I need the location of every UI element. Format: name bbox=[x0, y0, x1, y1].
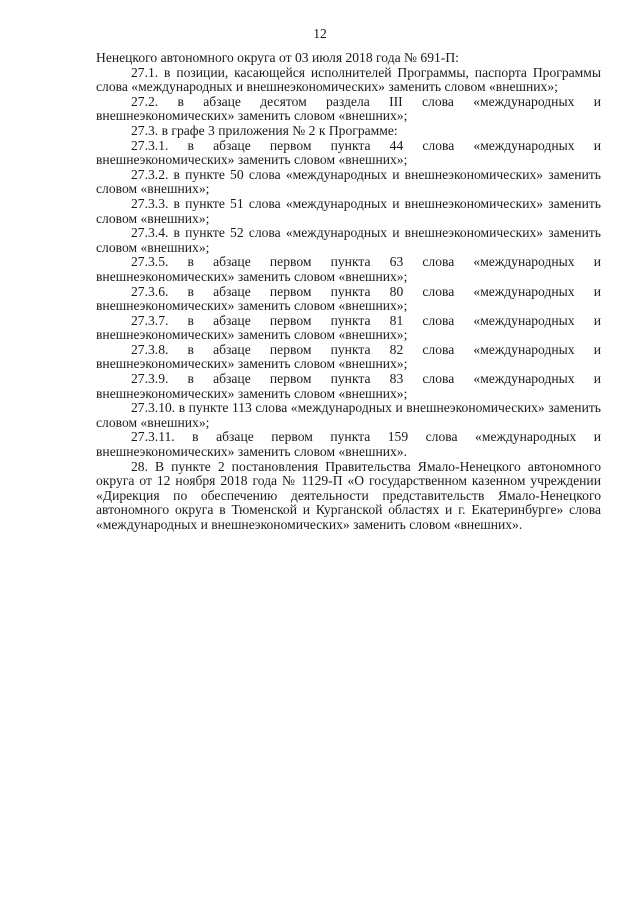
paragraph-27-3-1: 27.3.1. в абзаце первом пункта 44 слова «международных и внешнеэкономических» заменить словом «внешних»; bbox=[96, 137, 601, 168]
paragraph-27-3-10: 27.3.10. в пункте 113 слова «международных и внешнеэкономических» заменить словом «внешних»; bbox=[96, 400, 601, 430]
page-number: 12 bbox=[313, 26, 327, 41]
paragraph-27-3: 27.3. в графе 3 приложения № 2 к Программе: bbox=[131, 122, 398, 138]
paragraph-27-2: 27.2. в абзаце десятом раздела III слова «международных и внешнеэкономических» заменить словом «внешних»; bbox=[96, 93, 601, 124]
paragraph-28: 28. В пункте 2 постановления Правительства Ямало-Ненецкого автономного округа от 12 ноября 2018 года № 1129-П «О государственном казенном учреждении «Дирекция по обеспечению деятельности представительств Ямало-Ненецкого автономного округа в Тюменской и Курганской областях и г. Екатеринбурге» слова «международных и внешнеэкономических» заменить словом «внешних». bbox=[96, 458, 601, 532]
paragraph-27-1: 27.1. в позиции, касающейся исполнителей Программы, паспорта Программы слова «международных и внешнеэкономических» заменить словом «внешних»; bbox=[96, 64, 601, 95]
paragraph-27-3-5: 27.3.5. в абзаце первом пункта 63 слова «международных и внешнеэкономических» заменить словом «внешних»; bbox=[96, 254, 601, 284]
paragraph-27-3-4: 27.3.4. в пункте 52 слова «международных и внешнеэкономических» заменить словом «внешних»; bbox=[96, 225, 601, 255]
paragraph-27-3-6: 27.3.6. в абзаце первом пункта 80 слова «международных и внешнеэкономических» заменить словом «внешних»; bbox=[96, 283, 601, 314]
paragraph-27-3-7: 27.3.7. в абзаце первом пункта 81 слова «международных и внешнеэкономических» заменить словом «внешних»; bbox=[96, 312, 601, 343]
document-body bbox=[96, 51, 601, 533]
paragraph-27-3-3: 27.3.3. в пункте 51 слова «международных и внешнеэкономических» заменить словом «внешних»; bbox=[96, 195, 601, 226]
paragraph-27-3-8: 27.3.8. в абзаце первом пункта 82 слова «международных и внешнеэкономических» заменить словом «внешних»; bbox=[96, 341, 601, 372]
paragraph-27-3-11: 27.3.11. в абзаце первом пункта 159 слова «международных и внешнеэкономических» заменить словом «внешних». bbox=[96, 429, 601, 460]
paragraph-continuation: Ненецкого автономного округа от 03 июля 2018 года № 691-П: bbox=[96, 50, 459, 65]
paragraph-27-3-9: 27.3.9. в абзаце первом пункта 83 слова «международных и внешнеэкономических» заменить словом «внешних»; bbox=[96, 371, 601, 401]
paragraph-27-3-2: 27.3.2. в пункте 50 слова «международных и внешнеэкономических» заменить словом «внешних»; bbox=[96, 166, 601, 197]
